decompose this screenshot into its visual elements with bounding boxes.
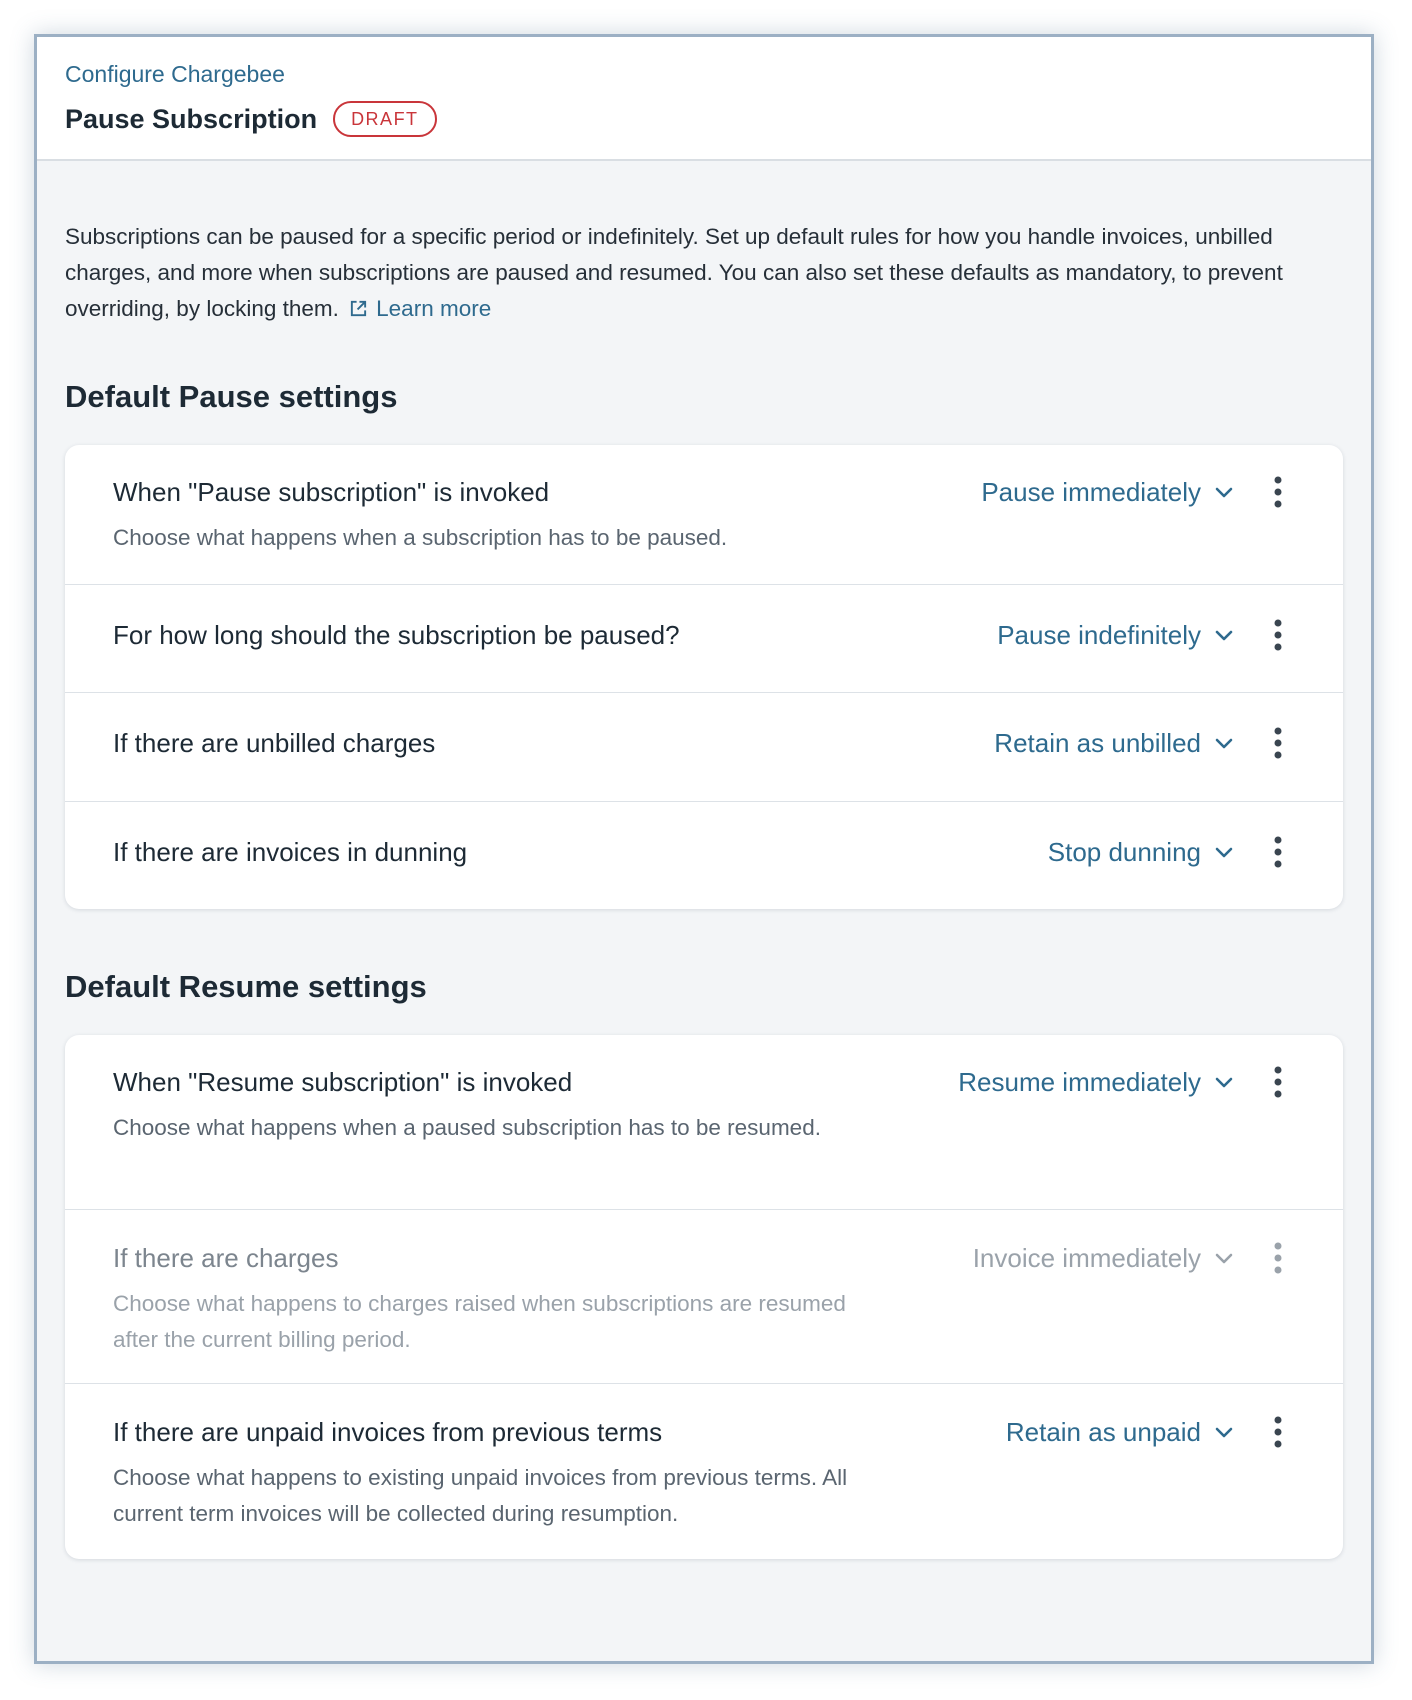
setting-label: If there are unbilled charges <box>113 728 436 758</box>
intro-text: Subscriptions can be paused for a specific period or indefinitely. Set up default rules for how you handle invoices, unbilled charges, and more when subscriptions are paused and resumed. You can also set these defaults as mandatory, to prevent overriding, by locking them. <box>65 224 1283 321</box>
setting-row-pause-invoked <box>65 445 1343 584</box>
page-title: Pause Subscription <box>65 104 318 134</box>
dropdown-value: Retain as unpaid <box>1005 1417 1201 1447</box>
dropdown-value: Stop dunning <box>1047 837 1201 867</box>
setting-label: For how long should the subscription be paused? <box>113 620 680 650</box>
chevron-down-icon <box>1213 1071 1235 1093</box>
chevron-down-icon <box>1213 1247 1235 1269</box>
more-vertical-icon[interactable] <box>1273 618 1283 652</box>
learn-more-link[interactable] <box>345 296 491 321</box>
pause-invoked-dropdown[interactable] <box>981 475 1235 509</box>
settings-panel <box>34 34 1374 1664</box>
unbilled-charges-dropdown[interactable] <box>994 726 1235 760</box>
dropdown-value: Pause indefinitely <box>997 620 1201 650</box>
more-vertical-icon[interactable] <box>1273 835 1283 869</box>
status-badge: DRAFT <box>333 101 437 137</box>
dropdown-value: Pause immediately <box>981 477 1201 507</box>
page-content <box>37 219 1371 1559</box>
resume-settings-title: Default Resume settings <box>65 969 427 1004</box>
setting-label: When "Pause subscription" is invoked <box>113 477 550 507</box>
title-row <box>65 101 1343 137</box>
setting-description: Choose what happens when a paused subscription has to be resumed. <box>113 1115 821 1140</box>
breadcrumb-configure-chargebee[interactable]: Configure Chargebee <box>65 61 285 87</box>
pause-duration-dropdown[interactable] <box>997 618 1235 652</box>
intro-description <box>65 219 1325 327</box>
setting-row-unbilled-charges <box>65 692 1343 801</box>
pause-settings-title: Default Pause settings <box>65 379 398 414</box>
setting-description: Choose what happens to existing unpaid invoices from previous terms. All current term invoices will be collected during resumption. <box>113 1465 848 1526</box>
dropdown-value: Resume immediately <box>958 1067 1201 1097</box>
more-vertical-icon[interactable] <box>1273 1241 1283 1275</box>
setting-row-pause-duration <box>65 584 1343 692</box>
setting-row-unpaid-invoices <box>65 1383 1343 1559</box>
setting-row-charges <box>65 1209 1343 1383</box>
more-vertical-icon[interactable] <box>1273 1415 1283 1449</box>
chevron-down-icon <box>1213 841 1235 863</box>
setting-description: Choose what happens to charges raised when subscriptions are resumed after the current billing period. <box>113 1291 846 1352</box>
more-vertical-icon[interactable] <box>1273 1065 1283 1099</box>
learn-more-label: Learn more <box>376 296 492 321</box>
setting-label: When "Resume subscription" is invoked <box>113 1067 573 1097</box>
page-header <box>37 37 1371 161</box>
more-vertical-icon[interactable] <box>1273 726 1283 760</box>
setting-label: If there are invoices in dunning <box>113 837 468 867</box>
resume-invoked-dropdown[interactable] <box>958 1065 1235 1099</box>
dropdown-value: Invoice immediately <box>972 1243 1201 1273</box>
setting-row-invoices-dunning <box>65 801 1343 909</box>
setting-row-resume-invoked <box>65 1035 1343 1209</box>
setting-label: If there are charges <box>113 1243 339 1273</box>
chevron-down-icon <box>1213 624 1235 646</box>
external-link-icon <box>349 299 368 318</box>
resume-settings-card <box>65 1035 1343 1559</box>
charges-dropdown <box>973 1241 1235 1275</box>
setting-description: Choose what happens when a subscription has to be paused. <box>113 525 728 550</box>
invoices-dunning-dropdown[interactable] <box>1048 835 1235 869</box>
chevron-down-icon <box>1213 732 1235 754</box>
more-vertical-icon[interactable] <box>1273 475 1283 509</box>
chevron-down-icon <box>1213 481 1235 503</box>
unpaid-invoices-dropdown[interactable] <box>1006 1415 1235 1449</box>
setting-label: If there are unpaid invoices from previous terms <box>113 1417 663 1447</box>
chevron-down-icon <box>1213 1421 1235 1443</box>
dropdown-value: Retain as unbilled <box>994 728 1201 758</box>
pause-settings-card <box>65 445 1343 909</box>
